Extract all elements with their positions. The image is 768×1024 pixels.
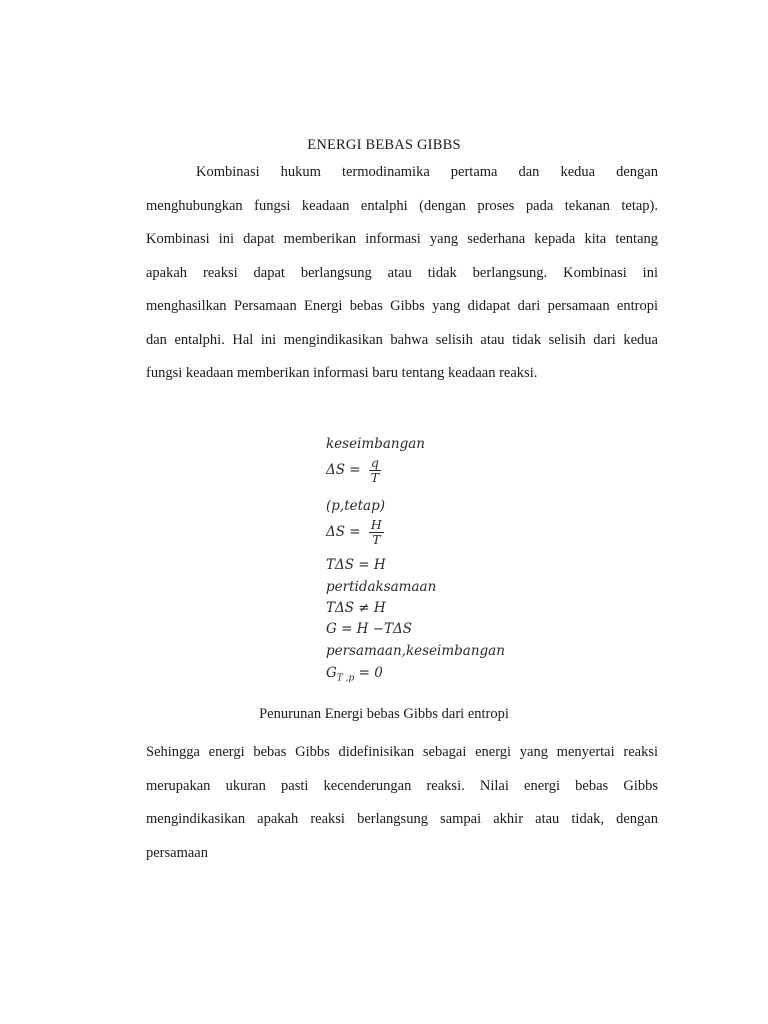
fraction-denominator: T	[370, 470, 380, 485]
equation-lhs: ΔS =	[326, 462, 361, 478]
paragraph-line: Kombinasi hukum termodinamika pertama dan kedua dengan	[196, 164, 658, 180]
fraction-denominator: T	[372, 532, 381, 547]
paragraph-line: merupakan ukuran pasti kecenderungan reaksi. Nilai energi bebas Gibbs	[146, 777, 658, 794]
equation-subscript: T ,p	[336, 673, 355, 684]
intro-paragraph	[146, 156, 658, 391]
equation-label-equilibrium: keseimbangan	[326, 436, 425, 452]
fraction-numerator: q	[370, 455, 379, 470]
paragraph-line: Sehingga energi bebas Gibbs didefinisikan sebagai energi yang menyertai reaksi	[146, 744, 658, 760]
equation-symbol-g: G	[326, 665, 337, 681]
fraction	[369, 456, 381, 485]
paragraph-line: apakah reaksi dapat berlangsung atau tidak berlangsung. Kombinasi ini	[146, 264, 658, 281]
paragraph-line: dan entalphi. Hal ini mengindikasikan bahwa selisih atau tidak selisih dari kedua	[146, 331, 658, 348]
figure-caption: Penurunan Energi bebas Gibbs dari entropi	[259, 706, 509, 722]
paragraph-line: persamaan	[146, 844, 208, 861]
paragraph-line: menghasilkan Persamaan Energi bebas Gibbs yang didapat dari persamaan entropi	[146, 298, 658, 314]
paragraph-line: Kombinasi ini dapat memberikan informasi yang sederhana kepada kita tentang	[146, 231, 658, 247]
equation-label-equation-equilibrium: persamaan,keseimbangan	[326, 643, 505, 659]
equation-entropy-h	[326, 518, 384, 547]
fraction-numerator: H	[370, 517, 382, 532]
paragraph-line: menghubungkan fungsi keadaan entalphi (dengan proses pada tekanan tetap).	[146, 197, 658, 214]
equation-gibbs: G = H −TΔS	[326, 621, 413, 637]
equation-rhs: = 0	[354, 665, 383, 681]
paragraph-line: mengindikasikan apakah reaksi berlangsung sampai akhir atau tidak, dengan	[146, 811, 658, 827]
paragraph-line: fungsi keadaan memberikan informasi baru tentang keadaan reaksi.	[146, 365, 538, 381]
equation-entropy-q	[326, 456, 381, 485]
equation-gibbs-zero	[326, 665, 383, 684]
equation-condition: (p,tetap)	[326, 498, 385, 514]
fraction	[369, 518, 384, 547]
equation-inequality: TΔS ≠ H	[326, 600, 386, 616]
definition-paragraph	[146, 736, 658, 870]
equation-lhs: ΔS =	[326, 524, 361, 540]
equation-label-inequality: pertidaksamaan	[326, 579, 437, 595]
page-title: ENERGI BEBAS GIBBS	[307, 137, 461, 153]
equation-t-delta-s: TΔS = H	[326, 557, 386, 573]
